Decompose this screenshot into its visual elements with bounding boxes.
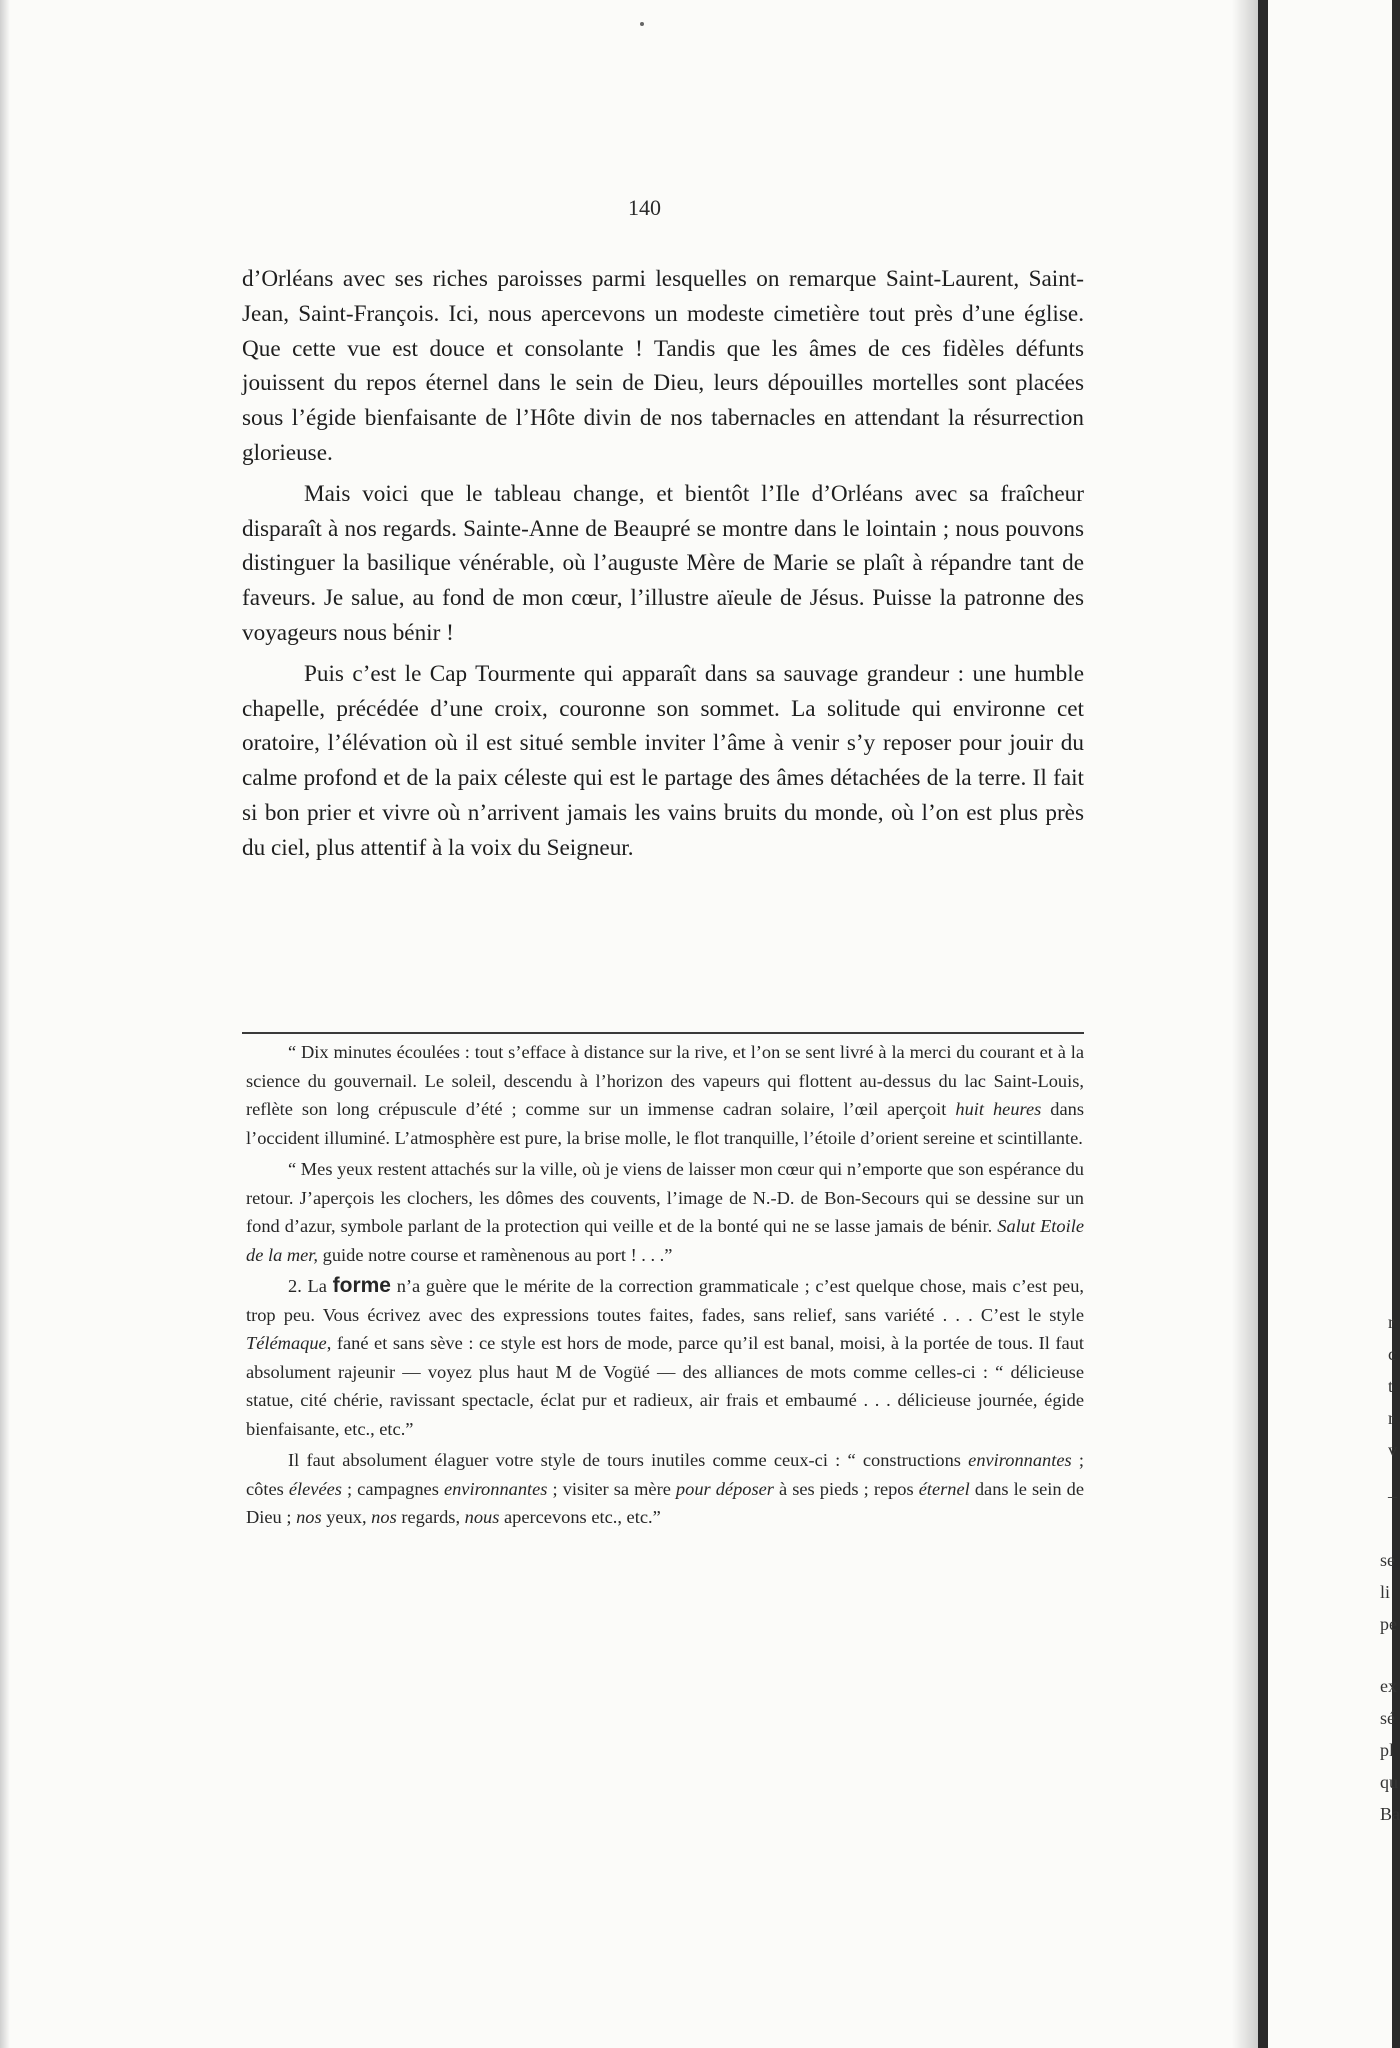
text-fragment: sé — [1380, 1708, 1395, 1728]
italic-text: environnantes — [968, 1450, 1072, 1470]
italic-text: nos — [296, 1507, 322, 1527]
text: , fané et sans sève : ce style est hors de mode, parce qu’il est banal, moisi, à la portée de tous. Il faut absolument rajeunir — voyez plus haut M de Vogüé — des alliances de mots comme celles-ci : “ délicieuse statue, cité chérie, ravissant spectacle, éclat pur et radieux, air frais et embaumé . . . délicieuse journée, égide bienfaisante, etc., etc.” — [246, 1333, 1084, 1439]
footnote-paragraph — [246, 1038, 1084, 1152]
footnote-paragraph — [246, 1446, 1084, 1532]
italic-text: nous — [464, 1507, 500, 1527]
italic-text: éternel — [918, 1478, 970, 1499]
footnote-divider — [242, 1032, 1084, 1034]
italic-text: nos — [371, 1507, 397, 1527]
text: “ Mes yeux restent attachés sur la ville, où je viens de laisser mon cœur qui n’emporte que son espérance du retour. J’aperçois les clochers, les dômes des couvents, l’image de N.-D. de Bon-Secours qui se dessine sur un fond d’azur, symbole parlant de la protection qui veille et de la bonté qui ne se lasse jamais de bénir. — [246, 1159, 1084, 1236]
paragraph: Puis c’est le Cap Tourmente qui apparaît dans sa sauvage grandeur : une humble chapelle, précédée d’une croix, couronne son sommet. La solitude qui environne cet oratoire, l’élévation où il est situé semble inviter l’âme à venir s’y reposer pour jouir du calme profond et de la paix céleste qui est le partage des âmes détachées de la terre. Il fait si bon prier et vivre où n’arrivent jamais les vains bruits du monde, où l’on est plus près du ciel, plus attentif à la voix du Seigneur. — [242, 660, 1084, 861]
text-fragment: r — [1388, 1408, 1394, 1428]
footnotes — [246, 1038, 1084, 1535]
italic-text: élevées — [288, 1478, 342, 1499]
ink-speck — [640, 22, 644, 26]
text: regards, — [396, 1507, 465, 1527]
main-text — [242, 262, 1084, 872]
italic-text: pour déposer — [675, 1478, 774, 1499]
text: à ses pieds ; repos — [773, 1478, 919, 1499]
italic-text: Télémaque — [246, 1333, 327, 1353]
text-fragment: qu — [1380, 1772, 1398, 1792]
italic-text: environnantes — [443, 1478, 548, 1499]
text: apercevons etc., etc.” — [499, 1507, 661, 1527]
footnote-paragraph — [246, 1272, 1084, 1443]
text-fragment: li — [1380, 1582, 1391, 1602]
text-fragment: v — [1388, 1440, 1397, 1460]
page-edge — [0, 0, 10, 2048]
italic-text: huit heures — [955, 1099, 1042, 1119]
text: ; visiter sa mère — [547, 1478, 676, 1499]
text: guide notre course et ramènenous au port ! . . .” — [318, 1244, 673, 1265]
text-fragment: t — [1388, 1376, 1394, 1396]
text-fragment: pe — [1380, 1614, 1397, 1634]
italic-text: Salut Etoile de la mer, — [246, 1216, 1084, 1265]
text-fragment: r — [1388, 1312, 1394, 1332]
paragraph: d’Orléans avec ses riches paroisses parmi lesquelles on remarque Saint-Laurent, Saint-Jean, Saint-François. Ici, nous apercevons un modeste cimetière tout près d’une église. Que cette vue est douce et consolante ! Tandis que les âmes de ces fidèles défunts jouissent du repos éternel dans le sein de Dieu, leurs dépouilles mortelles sont placées sous l’égide bienfaisante de l’Hôte divin de nos tabernacles en attendant la résurrection glorieuse. — [242, 266, 1084, 466]
text: ; côtes — [246, 1450, 1084, 1499]
text: yeux, — [321, 1507, 372, 1527]
gutter-shadow — [1232, 0, 1258, 2048]
text: 2. La — [288, 1276, 333, 1296]
text: dans l’occident illuminé. L’atmosphère est pure, la brise molle, le flot tranquille, l’étoile d’orient sereine et scintillante. — [246, 1099, 1085, 1148]
text: “ Dix minutes écoulées : tout s’efface à distance sur la rive, et l’on se sent livré à la merci du courant et à la science du gouvernail. Le soleil, descendu à l’horizon des vapeurs qui flottent au-dessus du lac Saint-Louis, reflète son long crépuscule d’été ; comme sur un immense cadran solaire, l’œil aperçoit — [246, 1042, 1084, 1119]
text: n’a guère que le mérite de la correction grammaticale ; c’est quelque chose, mais c’est peu, trop peu. Vous écrivez avec des expressions toutes faites, fades, sans relief, sans variété . . . C’est le style — [246, 1276, 1084, 1325]
text-fragment: c — [1388, 1344, 1396, 1364]
footnote-paragraph — [246, 1155, 1084, 1269]
text: dans le sein de Dieu ; — [246, 1478, 1084, 1527]
text: ; campagnes — [341, 1478, 444, 1499]
text-fragment: pl — [1380, 1740, 1395, 1760]
text-fragment: Ba — [1380, 1804, 1400, 1824]
page-number: 140 — [628, 195, 661, 220]
text-fragment: – — [1388, 1486, 1397, 1506]
right-page — [1268, 0, 1400, 2048]
paragraph: Mais voici que le tableau change, et bientôt l’Ile d’Orléans avec sa fraîcheur disparaît à nos regards. Sainte-Anne de Beaupré se montre dans le lointain ; nous pouvons distinguer la basilique vénérable, où l’auguste Mère de Marie se plaît à répandre tant de faveurs. Je salue, au fond de mon cœur, l’illustre aïeule de Jésus. Puisse la patronne des voyageurs nous bénir ! — [242, 480, 1084, 646]
bold-text: forme — [332, 1274, 391, 1297]
text-fragment: ex — [1380, 1676, 1397, 1696]
text-fragment: se — [1380, 1550, 1395, 1570]
text: Il faut absolument élaguer votre style de tours inutiles comme ceux-ci : “ constructions — [288, 1450, 969, 1470]
